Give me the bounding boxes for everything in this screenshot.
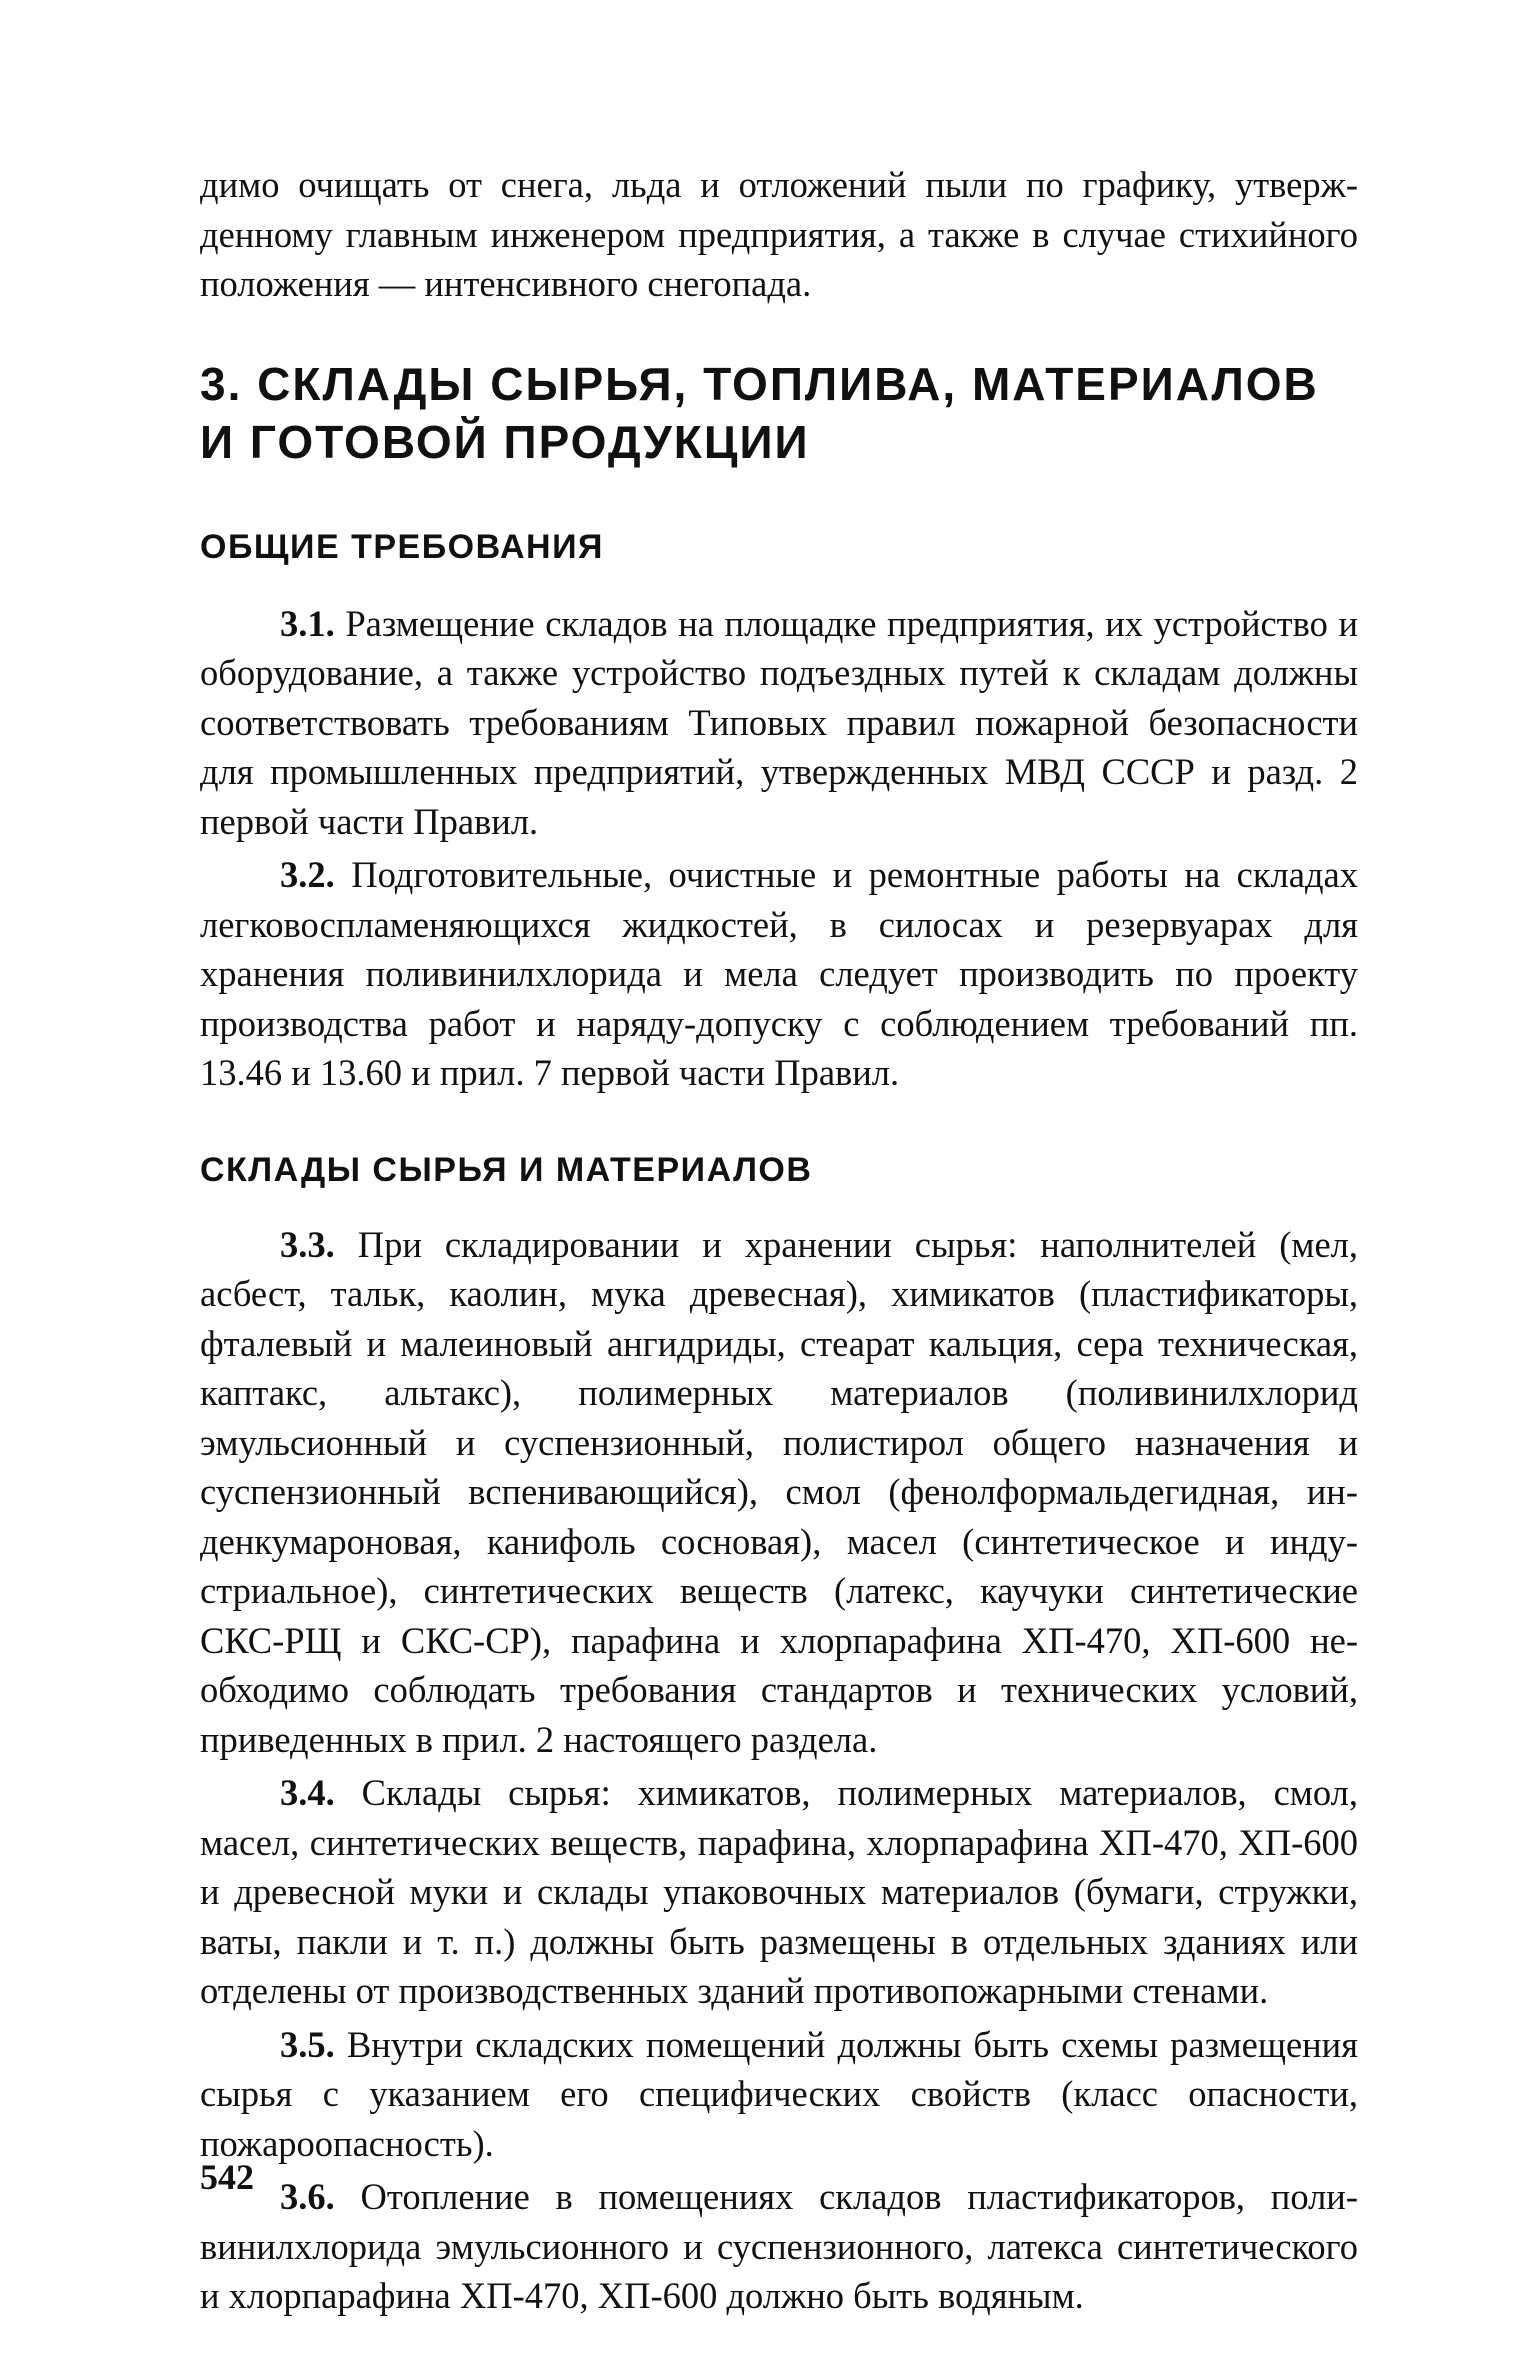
- page-number: 542: [200, 2157, 254, 2197]
- paragraph-3-2: [200, 850, 1358, 1098]
- paragraph-text: Внутри складских помещений должны быть схемы размещения сырья с указанием его специфических свойств (класс опасности, пожароопасность).: [200, 2023, 1358, 2164]
- page-content: [200, 150, 1358, 2321]
- intro-paragraph: димо очищать от снега, льда и отложений пыли по графику, утвержденному главным инженером предприятия, а также в случае стихийного положения — интенсивного снегопада.: [200, 164, 1358, 304]
- paragraph-number: 3.6.: [280, 2176, 335, 2217]
- paragraph-text: При складировании и хранении сырья: наполнителей (мел, асбест, тальк, каолин, мука древесная), химикатов (пластификаторы, фталевый и малеиновый ангидриды, стеарат кальция, сера техническая, каптакс, альтакс), полимерных материалов (поливинилхлорид эмульсионный и суспензионный, полистирол общего назначения и суспензионный вспенивающийся), смол (фенолформальдегидная, инденкумароновая, канифоль сосновая), масел (синтетическое и индустриальное), синтетических веществ (латекс, каучуки синтетические СКС-РЩ и СКС-СР), парафина и хлорпарафина ХП-470, ХП-600 необходимо соблюдать требования стандартов и технических условий, приведенных в прил. 2 настоящего раздела.: [200, 1223, 1358, 1760]
- section-title-raw-materials: СКЛАДЫ СЫРЬЯ И МАТЕРИАЛОВ: [200, 1150, 813, 1189]
- paragraph-text: Размещение складов на площадке предприятия, их устройство и оборудование, а также устройство подъездных путей к складам должны соответствовать требованиям Типовых правил пожарной безопасности для промышленных предприятий, утвержденных МВД СССР и разд. 2 первой части Правил.: [200, 602, 1358, 842]
- paragraph-3-1: [200, 599, 1358, 847]
- paragraph-number: 3.2.: [280, 854, 335, 895]
- paragraph-3-4: [200, 1768, 1358, 2016]
- paragraph-text: Подготовительные, очистные и ремонтные работы на складах легковоспламеняющихся жидкостей, в силосах и резервуарах для хранения поливинилхлорида и мела следует производить по проекту производства работ и наряду-допуску с соблюдением требований пп. 13.46 и 13.60 и прил. 7 первой части Правил.: [200, 854, 1358, 1093]
- chapter-title-line-2: И ГОТОВОЙ ПРОДУКЦИИ: [200, 415, 810, 468]
- section-title-general: ОБЩИЕ ТРЕБОВАНИЯ: [200, 527, 604, 566]
- paragraph-text: Отопление в помещениях складов пластификаторов, поливинилхлорида эмульсионного и суспензионного, латекса синтетического и хлорпарафина ХП-470, ХП-600 должно быть водяным.: [200, 2176, 1358, 2316]
- paragraph-number: 3.4.: [280, 1772, 335, 1813]
- paragraph-number: 3.3.: [280, 1223, 335, 1265]
- paragraph-3-5: [200, 2020, 1358, 2169]
- paragraph-3-6: [200, 2172, 1358, 2321]
- paragraph-text: Склады сырья: химикатов, полимерных материалов, смол, масел, синтетических веществ, парафина, хлорпарафина ХП-470, ХП-600 и древесной муки и склады упаковочных материалов (бумаги, стружки, ваты, пакли и т. п.) должны быть размещены в отдельных зданиях или отделены от производственных зданий противопожарными стенами.: [200, 1772, 1358, 2011]
- paragraph-number: 3.1.: [280, 602, 335, 644]
- chapter-heading: [200, 355, 1358, 471]
- paragraph-3-3: [200, 1220, 1358, 1765]
- chapter-title-line-1: 3. СКЛАДЫ СЫРЬЯ, ТОПЛИВА, МАТЕРИАЛОВ: [200, 357, 1319, 410]
- paragraph-number: 3.5.: [280, 2023, 335, 2065]
